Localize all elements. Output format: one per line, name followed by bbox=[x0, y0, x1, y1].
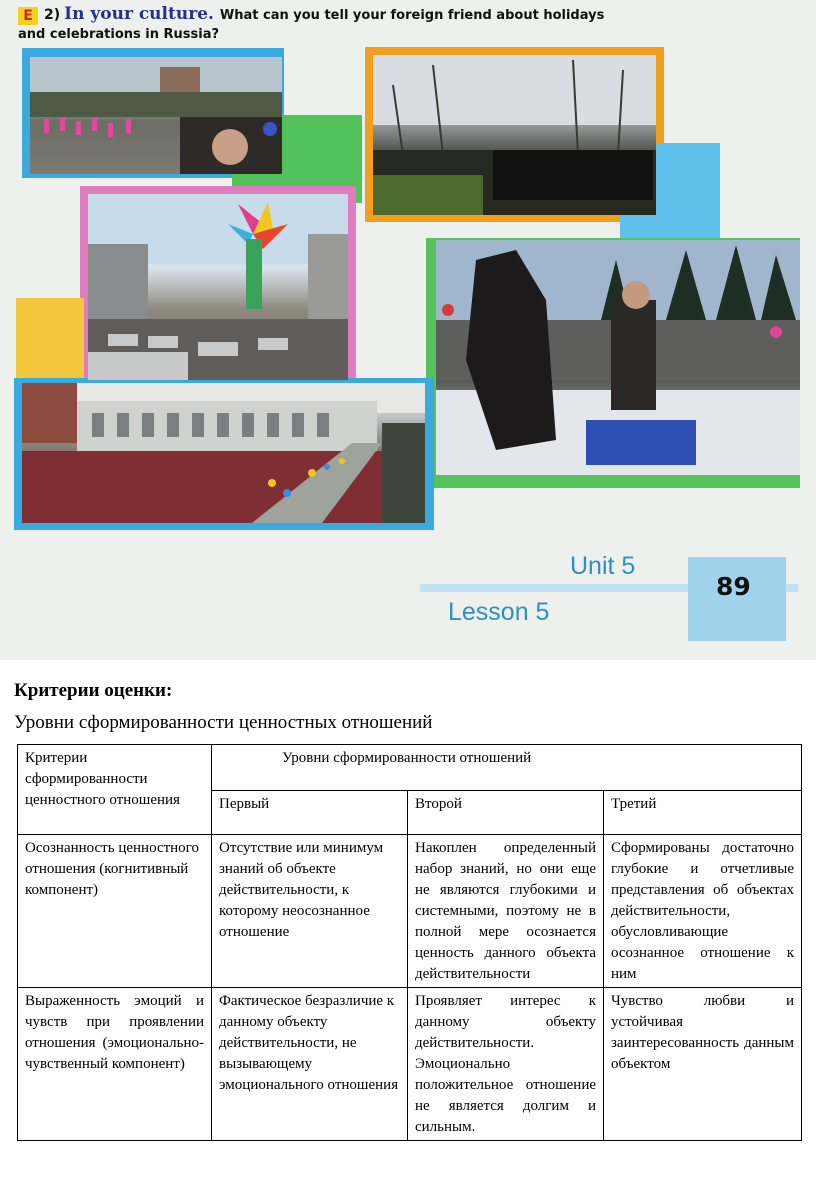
levels-header-cell: Уровни сформированности отношений bbox=[212, 745, 802, 791]
level-cell: Отсутствие или минимум знаний об объекте действительности, к которому неосознанное отношение bbox=[212, 835, 408, 988]
task-question-line2: and celebrations in Russia? bbox=[18, 27, 220, 42]
photo-square-decoration bbox=[88, 194, 348, 380]
task-number: 2) bbox=[44, 7, 61, 23]
criteria-subtitle: Уровни сформированности ценностных отношений bbox=[14, 712, 433, 733]
criteria-header-cell: Критерии сформированности ценностного отношения bbox=[18, 745, 212, 835]
level-cell: Накоплен определенный набор знаний, но они еще не являются глубокими и системными, поэтому не в полной мере осознается ценность данного объекта действительности bbox=[408, 835, 604, 988]
criterion-cell: Осознанность ценностного отношения (когнитивный компонент) bbox=[18, 835, 212, 988]
task-instruction bbox=[18, 4, 798, 45]
criteria-table bbox=[17, 744, 802, 1141]
level-cell: Чувство любви и устойчивая заинтересованность данным объектом bbox=[604, 988, 802, 1141]
task-question: What can you tell your foreign friend about holidays bbox=[219, 8, 605, 23]
photo-park-crowd bbox=[373, 55, 656, 215]
lesson-label: Lesson 5 bbox=[448, 598, 550, 626]
level-cell: Проявляет интерес к данному объекту действительности. Эмоционально положительное отношение не является долгим и сильным. bbox=[408, 988, 604, 1141]
photo-street-panorama bbox=[22, 383, 425, 523]
photo-parade bbox=[30, 57, 282, 174]
table-header-row bbox=[18, 745, 802, 791]
criteria-title: Критерии оценки: bbox=[14, 680, 173, 701]
photo-horse-winter bbox=[436, 240, 800, 475]
page-number: 89 bbox=[716, 572, 751, 601]
level-name-2: Второй bbox=[408, 791, 604, 835]
table-row bbox=[18, 988, 802, 1141]
page-box-stripe bbox=[786, 584, 798, 592]
level-cell: Фактическое безразличие к данному объекту действительности, не вызывающему эмоционального отношения bbox=[212, 988, 408, 1141]
level-cell: Сформированы достаточно глубокие и отчетливые представления об объектах действительности, обусловливающие осознанное отношение к ним bbox=[604, 835, 802, 988]
level-name-1: Первый bbox=[212, 791, 408, 835]
criterion-cell: Выраженность эмоций и чувств при проявлении отношения (эмоционально-чувственный компонент) bbox=[18, 988, 212, 1141]
unit-stripe bbox=[420, 584, 690, 592]
unit-label: Unit 5 bbox=[570, 552, 636, 580]
level-name-3: Третий bbox=[604, 791, 802, 835]
table-row bbox=[18, 835, 802, 988]
task-heading: In your culture. bbox=[64, 4, 214, 24]
task-badge: E bbox=[18, 7, 38, 25]
frame-yellow-left bbox=[16, 298, 84, 380]
